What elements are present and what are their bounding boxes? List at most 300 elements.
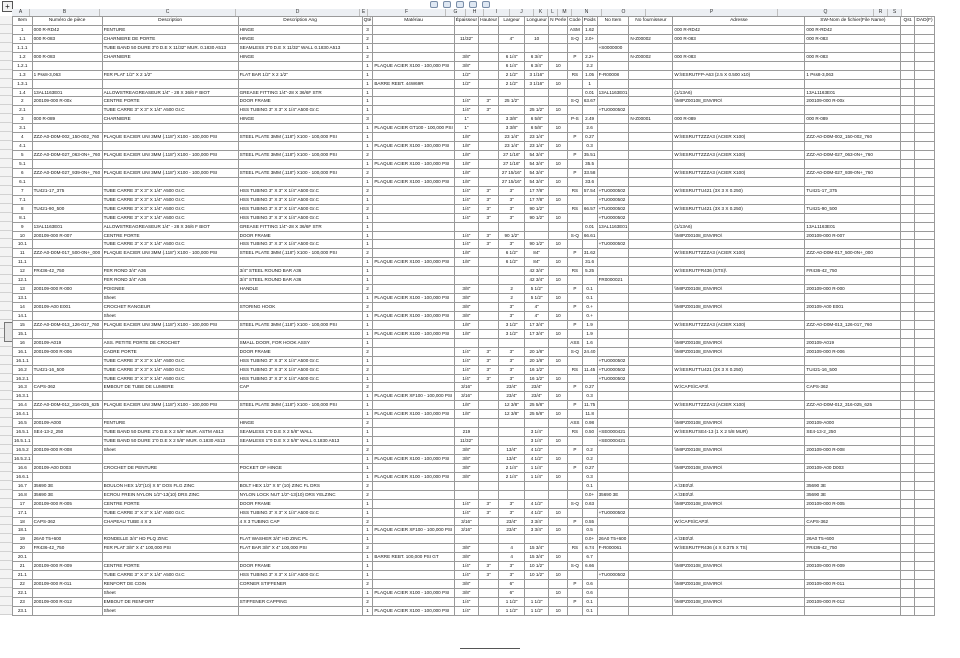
- table-cell[interactable]: [568, 535, 582, 544]
- table-cell[interactable]: 5.1: [13, 160, 33, 169]
- table-cell[interactable]: [915, 142, 934, 151]
- table-row[interactable]: [13, 401, 935, 410]
- table-cell[interactable]: [568, 356, 582, 365]
- table-cell[interactable]: 6": [499, 589, 525, 598]
- table-cell[interactable]: HSS TUBING 3" X 3" X 1/4" A500 Gr.C: [238, 365, 362, 374]
- table-cell[interactable]: [479, 249, 499, 258]
- table-cell[interactable]: 1/4": [454, 356, 478, 365]
- row-number[interactable]: [0, 427, 12, 436]
- table-cell[interactable]: [629, 276, 673, 285]
- table-cell[interactable]: [629, 285, 673, 294]
- table-cell[interactable]: 1/8": [454, 329, 478, 338]
- table-cell[interactable]: [568, 213, 582, 222]
- table-cell[interactable]: 200109-000 R-005: [805, 499, 901, 508]
- table-cell[interactable]: 23 1/4": [499, 133, 525, 142]
- table-cell[interactable]: [238, 311, 362, 320]
- row-number[interactable]: [0, 159, 12, 168]
- table-row[interactable]: [13, 589, 935, 598]
- table-cell[interactable]: 2: [362, 517, 373, 526]
- table-cell[interactable]: 1/8": [454, 133, 478, 142]
- table-cell[interactable]: TUBE CARRE 3" X 3" X 1/4" A500 Gr.C: [102, 106, 238, 115]
- table-cell[interactable]: [549, 481, 568, 490]
- table-cell[interactable]: [525, 535, 549, 544]
- table-cell[interactable]: 200109-000 R-008: [32, 446, 102, 455]
- table-cell[interactable]: HSS TUBING 3" X 3" X 1/4" A500 Gr.C: [238, 356, 362, 365]
- table-cell[interactable]: [597, 303, 629, 312]
- table-cell[interactable]: [479, 338, 499, 347]
- table-cell[interactable]: DOOR FRAME: [238, 499, 362, 508]
- row-number[interactable]: [0, 311, 12, 320]
- row-number[interactable]: [0, 275, 12, 284]
- table-cell[interactable]: +TU0000502: [597, 213, 629, 222]
- table-cell[interactable]: 17: [13, 499, 33, 508]
- table-cell[interactable]: ASS: [568, 338, 582, 347]
- table-cell[interactable]: [629, 553, 673, 562]
- table-cell[interactable]: 1: [362, 240, 373, 249]
- table-cell[interactable]: [629, 401, 673, 410]
- table-cell[interactable]: 23/4": [525, 383, 549, 392]
- table-cell[interactable]: HINGE: [238, 419, 362, 428]
- table-cell[interactable]: 4 X 3 TUBING CAP: [238, 517, 362, 526]
- row-number[interactable]: [0, 481, 12, 490]
- table-cell[interactable]: [629, 562, 673, 571]
- table-cell[interactable]: [499, 267, 525, 276]
- table-cell[interactable]: 1/4": [454, 562, 478, 571]
- table-cell[interactable]: [805, 43, 901, 52]
- table-cell[interactable]: [597, 410, 629, 419]
- table-cell[interactable]: [805, 79, 901, 88]
- table-cell[interactable]: [549, 338, 568, 347]
- table-cell[interactable]: A:\3E0\3\: [673, 481, 805, 490]
- table-row[interactable]: [13, 428, 935, 437]
- table-cell[interactable]: [238, 472, 362, 481]
- row-number[interactable]: [0, 517, 12, 526]
- table-cell[interactable]: 2 1/4": [499, 463, 525, 472]
- table-row[interactable]: [13, 25, 935, 34]
- table-cell[interactable]: [597, 151, 629, 160]
- table-cell[interactable]: [102, 79, 238, 88]
- table-cell[interactable]: W:\IESRUTTZZZA3 (ACIER X100): [673, 151, 805, 160]
- table-cell[interactable]: [915, 553, 934, 562]
- table-cell[interactable]: P: [568, 446, 582, 455]
- table-cell[interactable]: [479, 606, 499, 615]
- table-cell[interactable]: 1.1: [13, 34, 33, 43]
- row-number[interactable]: [0, 445, 12, 454]
- table-cell[interactable]: [549, 285, 568, 294]
- table-cell[interactable]: CHAPEAU TUBE 4 X 3: [102, 517, 238, 526]
- table-cell[interactable]: \\MIPZ00108_ENVIRO\: [673, 97, 805, 106]
- table-cell[interactable]: 3": [479, 562, 499, 571]
- table-row[interactable]: [13, 142, 935, 151]
- table-cell[interactable]: 0.3: [582, 392, 597, 401]
- table-cell[interactable]: [629, 481, 673, 490]
- table-cell[interactable]: [901, 124, 915, 133]
- table-cell[interactable]: 3/8": [454, 285, 478, 294]
- table-cell[interactable]: W:\IESRUTTZZZA3 (ACIER X100): [673, 401, 805, 410]
- table-cell[interactable]: 20: [13, 544, 33, 553]
- row-number[interactable]: [0, 96, 12, 105]
- table-cell[interactable]: [238, 124, 362, 133]
- row-number[interactable]: [0, 391, 12, 400]
- table-cell[interactable]: [525, 419, 549, 428]
- table-cell[interactable]: [582, 437, 597, 446]
- table-cell[interactable]: +SE0000421: [597, 428, 629, 437]
- table-cell[interactable]: [525, 222, 549, 231]
- table-cell[interactable]: STEEL PLATE 3MM (.118") X100 - 100,000 PSI: [238, 320, 362, 329]
- table-cell[interactable]: [238, 61, 362, 70]
- table-cell[interactable]: [32, 106, 102, 115]
- table-cell[interactable]: [901, 356, 915, 365]
- table-cell[interactable]: [629, 70, 673, 79]
- table-cell[interactable]: [901, 70, 915, 79]
- table-cell[interactable]: 3": [479, 231, 499, 240]
- table-cell[interactable]: 1/4": [454, 195, 478, 204]
- table-cell[interactable]: 0.98: [582, 419, 597, 428]
- table-cell[interactable]: [238, 553, 362, 562]
- table-cell[interactable]: [525, 43, 549, 52]
- table-cell[interactable]: [549, 517, 568, 526]
- table-cell[interactable]: [32, 79, 102, 88]
- table-cell[interactable]: [479, 329, 499, 338]
- table-cell[interactable]: [568, 177, 582, 186]
- table-cell[interactable]: 200109-000 R-006: [805, 347, 901, 356]
- table-cell[interactable]: 1: [362, 410, 373, 419]
- table-cell[interactable]: [673, 177, 805, 186]
- table-cell[interactable]: \\MIPZ00108_ENVIRO\: [673, 463, 805, 472]
- column-letter-n[interactable]: N: [572, 9, 602, 16]
- table-cell[interactable]: 1: [362, 222, 373, 231]
- table-cell[interactable]: [549, 499, 568, 508]
- table-cell[interactable]: FENTURE: [102, 419, 238, 428]
- table-cell[interactable]: [629, 544, 673, 553]
- table-cell[interactable]: 18.1: [13, 526, 33, 535]
- table-cell[interactable]: 1/2": [454, 79, 478, 88]
- table-cell[interactable]: 7.1: [13, 195, 33, 204]
- table-cell[interactable]: P: [568, 401, 582, 410]
- table-row[interactable]: [13, 88, 935, 97]
- table-cell[interactable]: [629, 222, 673, 231]
- table-cell[interactable]: [915, 231, 934, 240]
- table-cell[interactable]: 3": [499, 186, 525, 195]
- table-row[interactable]: [13, 365, 935, 374]
- table-cell[interactable]: 3: [362, 115, 373, 124]
- table-cell[interactable]: 13/4": [499, 454, 525, 463]
- table-cell[interactable]: [568, 329, 582, 338]
- row-number[interactable]: [0, 70, 12, 79]
- table-row[interactable]: [13, 249, 935, 258]
- table-cell[interactable]: [238, 454, 362, 463]
- table-cell[interactable]: Sheet: [102, 589, 238, 598]
- table-cell[interactable]: [549, 562, 568, 571]
- table-cell[interactable]: W:\IESRUTTU421 (3X 3 X 0.250): [673, 186, 805, 195]
- table-cell[interactable]: [102, 177, 238, 186]
- table-cell[interactable]: 5 1/2": [525, 294, 549, 303]
- table-cell[interactable]: RS: [568, 70, 582, 79]
- table-cell[interactable]: [597, 446, 629, 455]
- table-cell[interactable]: 90 1/2": [525, 204, 549, 213]
- table-cell[interactable]: 16.1: [13, 347, 33, 356]
- table-cell[interactable]: 0.2: [582, 454, 597, 463]
- table-row[interactable]: [13, 43, 935, 52]
- table-cell[interactable]: [915, 204, 934, 213]
- table-cell[interactable]: [901, 186, 915, 195]
- table-cell[interactable]: 6 5/8": [525, 115, 549, 124]
- table-cell[interactable]: [549, 428, 568, 437]
- table-cell[interactable]: +TU0000502: [597, 106, 629, 115]
- table-cell[interactable]: 3 1/4": [525, 428, 549, 437]
- table-cell[interactable]: [549, 52, 568, 61]
- table-cell[interactable]: [568, 222, 582, 231]
- table-cell[interactable]: 8: [13, 204, 33, 213]
- table-cell[interactable]: [901, 142, 915, 151]
- table-cell[interactable]: [901, 437, 915, 446]
- table-cell[interactable]: [915, 106, 934, 115]
- table-cell[interactable]: 200109-000 R-012: [32, 597, 102, 606]
- table-cell[interactable]: [479, 303, 499, 312]
- table-row[interactable]: [13, 329, 935, 338]
- table-cell[interactable]: TUBE CARRE 3" X 3" X 1/4" A500 Gr.C: [102, 213, 238, 222]
- table-cell[interactable]: CORNER STIFFENER: [238, 580, 362, 589]
- table-cell[interactable]: 4 1/2": [525, 508, 549, 517]
- table-cell[interactable]: [373, 34, 454, 43]
- table-cell[interactable]: FENTURE: [102, 25, 238, 34]
- table-cell[interactable]: 1: [362, 606, 373, 615]
- table-cell[interactable]: CAPS-362: [32, 517, 102, 526]
- table-cell[interactable]: [597, 267, 629, 276]
- table-cell[interactable]: [479, 79, 499, 88]
- table-cell[interactable]: [901, 231, 915, 240]
- table-cell[interactable]: 13AL1163E01: [597, 222, 629, 231]
- table-cell[interactable]: [915, 34, 934, 43]
- table-cell[interactable]: [454, 481, 478, 490]
- table-row[interactable]: [13, 52, 935, 61]
- redo-icon[interactable]: [469, 1, 477, 8]
- table-cell[interactable]: [597, 168, 629, 177]
- table-cell[interactable]: 3.1: [13, 124, 33, 133]
- table-cell[interactable]: 0.63: [582, 499, 597, 508]
- table-cell[interactable]: Sheet: [102, 606, 238, 615]
- table-cell[interactable]: 25 5/8": [525, 401, 549, 410]
- table-cell[interactable]: [901, 401, 915, 410]
- table-cell[interactable]: [238, 329, 362, 338]
- table-cell[interactable]: GREASE FITTING 1/4"-28 X 36/6F STR: [238, 222, 362, 231]
- table-cell[interactable]: [901, 79, 915, 88]
- row-number[interactable]: [0, 347, 12, 356]
- table-cell[interactable]: N-Z00002: [629, 52, 673, 61]
- table-cell[interactable]: 3 3/8": [499, 115, 525, 124]
- table-cell[interactable]: CAPS-362: [805, 517, 901, 526]
- table-cell[interactable]: CROCHET RANGEUR: [102, 303, 238, 312]
- table-cell[interactable]: 1 1/2": [499, 606, 525, 615]
- table-cell[interactable]: 17 3/4": [525, 320, 549, 329]
- table-cell[interactable]: 3": [499, 303, 525, 312]
- table-cell[interactable]: 2.2: [582, 61, 597, 70]
- table-cell[interactable]: 000 R-089: [673, 115, 805, 124]
- table-row[interactable]: [13, 133, 935, 142]
- table-cell[interactable]: 2: [362, 285, 373, 294]
- table-cell[interactable]: [673, 294, 805, 303]
- table-cell[interactable]: ZZZ-A0-D0M-013_126-017_760: [32, 320, 102, 329]
- table-cell[interactable]: [499, 338, 525, 347]
- table-cell[interactable]: 200109-000 R-000: [805, 285, 901, 294]
- table-cell[interactable]: [568, 195, 582, 204]
- row-number[interactable]: [0, 105, 12, 114]
- table-cell[interactable]: [629, 303, 673, 312]
- table-cell[interactable]: [915, 151, 934, 160]
- table-cell[interactable]: 200109-000 R-009: [32, 562, 102, 571]
- table-cell[interactable]: 14: [13, 303, 33, 312]
- row-number[interactable]: [0, 231, 12, 240]
- table-cell[interactable]: [629, 160, 673, 169]
- table-cell[interactable]: BOLT HEX 1/2" X 5" (10) ZINC FL DRS: [238, 481, 362, 490]
- table-cell[interactable]: 3 3/4": [525, 526, 549, 535]
- table-cell[interactable]: [597, 52, 629, 61]
- table-cell[interactable]: [805, 589, 901, 598]
- table-cell[interactable]: 26A0 T5+600: [32, 535, 102, 544]
- table-cell[interactable]: 11/32": [454, 34, 478, 43]
- table-cell[interactable]: SEAMLESS 3"0 D.E X 11/32" WALL 0.1830 A513: [238, 43, 362, 52]
- table-cell[interactable]: [629, 374, 673, 383]
- table-cell[interactable]: [915, 347, 934, 356]
- table-cell[interactable]: 2: [362, 419, 373, 428]
- table-cell[interactable]: RS: [568, 204, 582, 213]
- table-cell[interactable]: [629, 580, 673, 589]
- table-cell[interactable]: [915, 383, 934, 392]
- table-cell[interactable]: 23/4": [499, 383, 525, 392]
- table-cell[interactable]: [102, 454, 238, 463]
- table-cell[interactable]: [805, 526, 901, 535]
- table-cell[interactable]: [499, 490, 525, 499]
- table-cell[interactable]: [629, 142, 673, 151]
- table-cell[interactable]: [915, 562, 934, 571]
- table-cell[interactable]: +TU0000502: [597, 365, 629, 374]
- table-cell[interactable]: +TU0000502: [597, 240, 629, 249]
- table-cell[interactable]: CENTRE PORTE: [102, 499, 238, 508]
- table-cell[interactable]: 3/8": [454, 472, 478, 481]
- table-cell[interactable]: FLAT WASHER 3/4" HD ZINC PL: [238, 535, 362, 544]
- table-cell[interactable]: 13/4": [499, 446, 525, 455]
- table-cell[interactable]: [673, 195, 805, 204]
- table-cell[interactable]: PLAQUE ACIER X100 - 100,000 PSI: [373, 294, 454, 303]
- table-cell[interactable]: 1: [362, 70, 373, 79]
- table-cell[interactable]: 20 1/8": [525, 356, 549, 365]
- table-cell[interactable]: +TU0000502: [597, 204, 629, 213]
- table-cell[interactable]: PLAQUE ACIER X100 - 100,000 PSI: [373, 311, 454, 320]
- table-cell[interactable]: 1: [362, 392, 373, 401]
- table-row[interactable]: [13, 294, 935, 303]
- table-cell[interactable]: [102, 472, 238, 481]
- table-cell[interactable]: PLAQUE ACIER XF100 - 100,000 PSI: [373, 526, 454, 535]
- table-cell[interactable]: PLAQUE ACIER X100 - 100,000 PSI: [373, 160, 454, 169]
- table-row[interactable]: [13, 124, 935, 133]
- table-cell[interactable]: [629, 508, 673, 517]
- table-cell[interactable]: 3: [362, 25, 373, 34]
- table-cell[interactable]: [479, 526, 499, 535]
- table-cell[interactable]: 6 1/2": [499, 249, 525, 258]
- table-cell[interactable]: [568, 571, 582, 580]
- table-cell[interactable]: [597, 463, 629, 472]
- table-cell[interactable]: [915, 517, 934, 526]
- table-cell[interactable]: 0.+: [582, 303, 597, 312]
- table-cell[interactable]: [32, 392, 102, 401]
- table-cell[interactable]: 1/8": [454, 401, 478, 410]
- table-cell[interactable]: [629, 79, 673, 88]
- table-cell[interactable]: PLAQUE EACIER UNI 3MM (.118") X100 - 100,000 PSI: [102, 133, 238, 142]
- table-cell[interactable]: [597, 580, 629, 589]
- table-cell[interactable]: 3/8": [454, 544, 478, 553]
- table-cell[interactable]: [373, 419, 454, 428]
- table-cell[interactable]: 1/4": [454, 499, 478, 508]
- table-cell[interactable]: 11.1: [13, 258, 33, 267]
- table-cell[interactable]: 1/8": [454, 249, 478, 258]
- table-cell[interactable]: [915, 97, 934, 106]
- table-cell[interactable]: [479, 34, 499, 43]
- row-number[interactable]: [0, 525, 12, 534]
- table-cell[interactable]: 2.0+: [582, 34, 597, 43]
- table-cell[interactable]: [805, 329, 901, 338]
- table-cell[interactable]: 200109-000 R-011: [32, 580, 102, 589]
- table-cell[interactable]: [901, 249, 915, 258]
- table-cell[interactable]: 1: [362, 374, 373, 383]
- column-letter-b[interactable]: B: [30, 9, 100, 16]
- table-cell[interactable]: [915, 177, 934, 186]
- row-number[interactable]: [0, 52, 12, 61]
- table-cell[interactable]: [479, 481, 499, 490]
- table-cell[interactable]: 1/8": [454, 168, 478, 177]
- table-cell[interactable]: 1: [362, 562, 373, 571]
- table-cell[interactable]: 3": [479, 213, 499, 222]
- table-cell[interactable]: [915, 311, 934, 320]
- table-cell[interactable]: [629, 526, 673, 535]
- table-cell[interactable]: 54 3/4": [525, 177, 549, 186]
- table-cell[interactable]: [629, 338, 673, 347]
- table-cell[interactable]: [238, 177, 362, 186]
- column-letter-f[interactable]: F: [368, 9, 446, 16]
- table-cell[interactable]: [549, 43, 568, 52]
- table-cell[interactable]: [373, 365, 454, 374]
- table-cell[interactable]: [597, 597, 629, 606]
- table-cell[interactable]: 10: [549, 79, 568, 88]
- table-cell[interactable]: [915, 168, 934, 177]
- table-cell[interactable]: [597, 338, 629, 347]
- table-cell[interactable]: [454, 267, 478, 276]
- table-cell[interactable]: [597, 606, 629, 615]
- table-cell[interactable]: ZZZ-A0-D0M-012_316-025_625: [32, 401, 102, 410]
- table-row[interactable]: [13, 276, 935, 285]
- table-cell[interactable]: N-Z00001: [629, 115, 673, 124]
- table-cell[interactable]: [454, 276, 478, 285]
- table-cell[interactable]: [238, 142, 362, 151]
- table-cell[interactable]: ASS: [568, 419, 582, 428]
- table-cell[interactable]: [915, 401, 934, 410]
- table-cell[interactable]: [373, 249, 454, 258]
- table-cell[interactable]: CENTRE PORTE: [102, 231, 238, 240]
- table-cell[interactable]: 1: [362, 589, 373, 598]
- table-cell[interactable]: 5 1/2": [525, 285, 549, 294]
- table-cell[interactable]: [629, 329, 673, 338]
- table-cell[interactable]: [454, 490, 478, 499]
- table-row[interactable]: [13, 267, 935, 276]
- table-cell[interactable]: 10: [549, 142, 568, 151]
- table-cell[interactable]: [901, 374, 915, 383]
- table-cell[interactable]: 35.51: [582, 151, 597, 160]
- table-row[interactable]: [13, 454, 935, 463]
- table-cell[interactable]: [549, 383, 568, 392]
- table-cell[interactable]: [915, 490, 934, 499]
- table-cell[interactable]: S-Q: [568, 562, 582, 571]
- column-letter-m[interactable]: M: [558, 9, 572, 16]
- table-cell[interactable]: 2.2+: [582, 52, 597, 61]
